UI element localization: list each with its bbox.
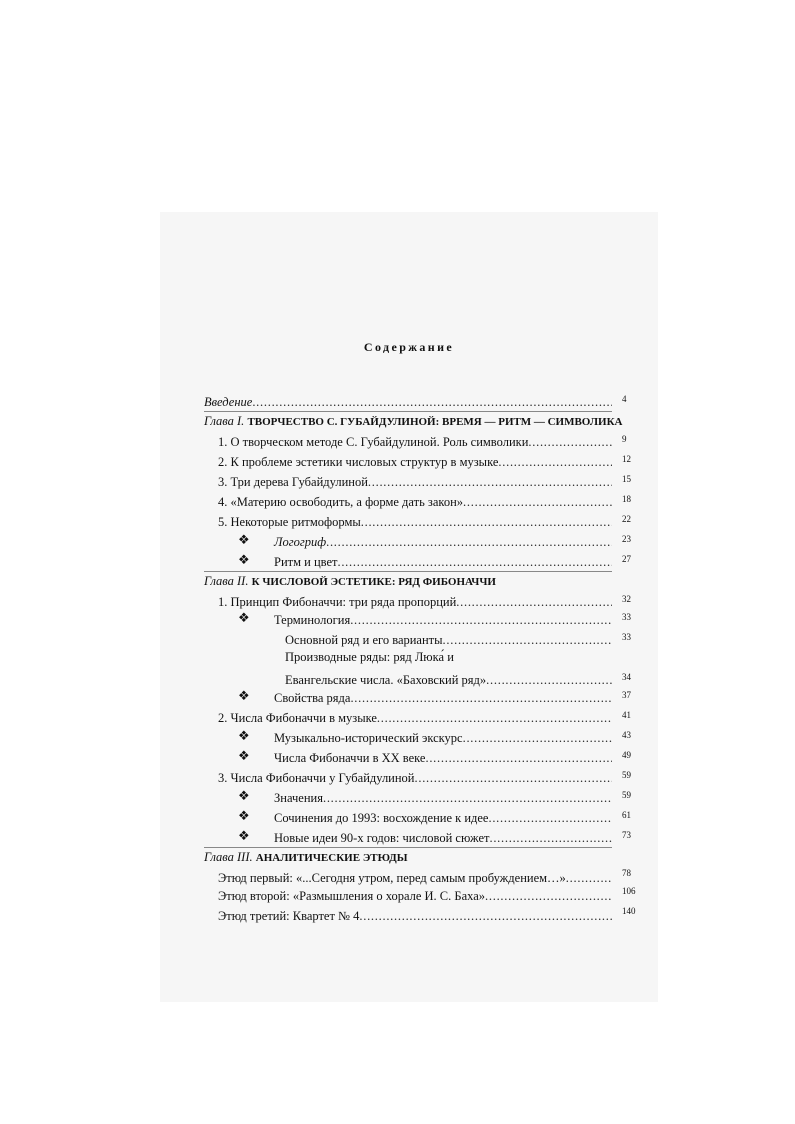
toc-entry-text: 1. О творческом методе С. Губайдулиной. Роль символики (218, 435, 529, 449)
toc-page-number: 73 (622, 830, 631, 840)
toc-entry[interactable] (218, 430, 612, 450)
leader-dots (489, 831, 612, 846)
bullet-icon: ❖ (238, 552, 250, 567)
page-title: Содержание (363, 340, 455, 354)
toc-entry[interactable] (274, 746, 612, 766)
toc-page-number: 22 (622, 514, 631, 524)
toc-entry-text: Новые идеи 90-х годов: числовой сюжет (274, 831, 490, 845)
toc-entry[interactable] (218, 450, 612, 470)
toc-entry[interactable] (218, 766, 612, 786)
toc-entry-text: Этюд третий: Квартет № 4 (218, 909, 360, 923)
leader-dots (350, 613, 612, 628)
leader-dots (488, 811, 612, 826)
leader-dots (326, 535, 612, 550)
bullet-icon: ❖ (238, 748, 250, 763)
toc-page-number: 106 (622, 886, 636, 896)
toc-page-number: 23 (622, 534, 631, 544)
toc-entry-text: Свойства ряда (274, 691, 351, 705)
toc-entry-text: 2. Числа Фибоначчи в музыке (218, 711, 377, 725)
toc-entry[interactable] (274, 806, 612, 826)
toc-page-number: 59 (622, 790, 631, 800)
chapter-heading: АНАЛИТИЧЕСКИЕ ЭТЮДЫ (255, 852, 408, 864)
leader-dots (368, 475, 612, 490)
toc-entry-text: 4. «Материю освободить, а форме дать закон» (218, 495, 464, 509)
toc-entry[interactable] (274, 686, 612, 706)
toc-entry[interactable] (285, 668, 612, 688)
toc-entry-text: 1. Принцип Фибоначчи: три ряда пропорций (218, 595, 457, 609)
leader-dots (323, 791, 612, 806)
toc-page-number: 61 (622, 810, 631, 820)
toc-entry-text: 3. Три дерева Губайдулиной (218, 475, 368, 489)
toc-entry-text: Ритм и цвет (274, 555, 338, 569)
bullet-icon: ❖ (238, 532, 250, 547)
toc-entry-text: Терминология (274, 613, 351, 627)
leader-dots (528, 435, 612, 450)
toc-page-number: 32 (622, 594, 631, 604)
toc-page-number: 140 (622, 906, 636, 916)
toc-entry[interactable] (218, 590, 612, 610)
leader-dots (485, 889, 612, 904)
toc-entry[interactable] (274, 608, 612, 628)
bullet-icon: ❖ (238, 688, 250, 703)
toc-page-number: 12 (622, 454, 631, 464)
toc-entry[interactable] (274, 530, 612, 550)
toc-entry-text[interactable]: Производные ряды: ряд Люка́ и (285, 650, 454, 664)
toc-entry[interactable] (274, 786, 612, 806)
bullet-icon: ❖ (238, 828, 250, 843)
leader-dots (463, 731, 612, 746)
leader-dots (361, 515, 612, 530)
toc-entry-text: Сочинения до 1993: восхождение к идее (274, 811, 489, 825)
leader-dots (252, 395, 612, 410)
chapter-heading: ТВОРЧЕСТВО С. ГУБАЙДУЛИНОЙ: ВРЕМЯ — РИТМ — СИМВОЛИКА (247, 416, 623, 428)
toc-page-number: 4 (622, 394, 627, 404)
toc-entry-text: Числа Фибоначчи в XX веке (274, 751, 426, 765)
toc-entry-text: Логогриф (274, 535, 327, 549)
toc-entry-text: 5. Некоторые ритмоформы (218, 515, 361, 529)
toc-page-number: 27 (622, 554, 631, 564)
toc-entry-text: Евангельские числа. «Баховский ряд» (285, 673, 487, 687)
leader-dots (425, 751, 612, 766)
leader-dots (377, 711, 612, 726)
toc-entry[interactable] (218, 706, 612, 726)
toc-page-number: 59 (622, 770, 631, 780)
leader-dots (463, 495, 612, 510)
toc-chapter-2[interactable] (204, 570, 624, 590)
chapter-label: Глава II. (204, 574, 249, 588)
toc-entry-text: 3. Числа Фибоначчи у Губайдулиной (218, 771, 415, 785)
toc-page-number: 41 (622, 710, 631, 720)
toc-chapter-3[interactable] (204, 846, 624, 866)
toc-entry-text: Основной ряд и его варианты (285, 633, 443, 647)
bullet-icon: ❖ (238, 788, 250, 803)
toc-page-number: 37 (622, 690, 631, 700)
toc-entry[interactable] (274, 726, 612, 746)
toc-entry[interactable] (218, 490, 612, 510)
chapter-label: Глава III. (204, 850, 253, 864)
toc-chapter-1[interactable] (204, 410, 624, 430)
toc-page-number: 78 (622, 868, 631, 878)
toc-entry[interactable] (274, 826, 612, 846)
toc-entry-text: 2. К проблеме эстетики числовых структур в музыке (218, 455, 499, 469)
leader-dots (350, 691, 612, 706)
toc-entry-text: Этюд второй: «Размышления о хорале И. С. Баха» (218, 889, 486, 903)
toc-page-number: 9 (622, 434, 627, 444)
toc-page-number: 33 (622, 612, 631, 622)
toc-entry[interactable] (218, 866, 612, 886)
leader-dots (359, 909, 612, 924)
toc-page-number: 49 (622, 750, 631, 760)
toc-entry-text: Значения (274, 791, 323, 805)
bullet-icon: ❖ (238, 610, 250, 625)
chapter-heading: К ЧИСЛОВОЙ ЭСТЕТИКЕ: РЯД ФИБОНАЧЧИ (251, 576, 496, 588)
toc-entry[interactable] (218, 904, 612, 924)
toc-entry[interactable] (218, 470, 612, 490)
toc-entry[interactable] (285, 628, 612, 648)
toc-page-number: 34 (622, 672, 631, 682)
chapter-label: Глава I. (204, 414, 245, 428)
toc-entry-text: Введение (204, 395, 253, 409)
toc-entry[interactable] (218, 510, 612, 530)
toc-entry[interactable] (274, 550, 612, 570)
toc-page-number: 33 (622, 632, 631, 642)
leader-dots (498, 455, 612, 470)
bullet-icon: ❖ (238, 808, 250, 823)
leader-dots (443, 633, 612, 648)
toc-page-number: 43 (622, 730, 631, 740)
toc-entry[interactable] (218, 884, 612, 904)
toc-page-number: 15 (622, 474, 631, 484)
bullet-icon: ❖ (238, 728, 250, 743)
toc-entry-introduction[interactable] (204, 390, 612, 410)
toc-page-number: 18 (622, 494, 631, 504)
toc-entry-text: Музыкально-исторический экскурс (274, 731, 463, 745)
leader-dots (337, 555, 612, 570)
toc-entry-text: Этюд первый: «...Сегодня утром, перед самым пробуждением…» (218, 871, 566, 885)
leader-dots (415, 771, 613, 786)
